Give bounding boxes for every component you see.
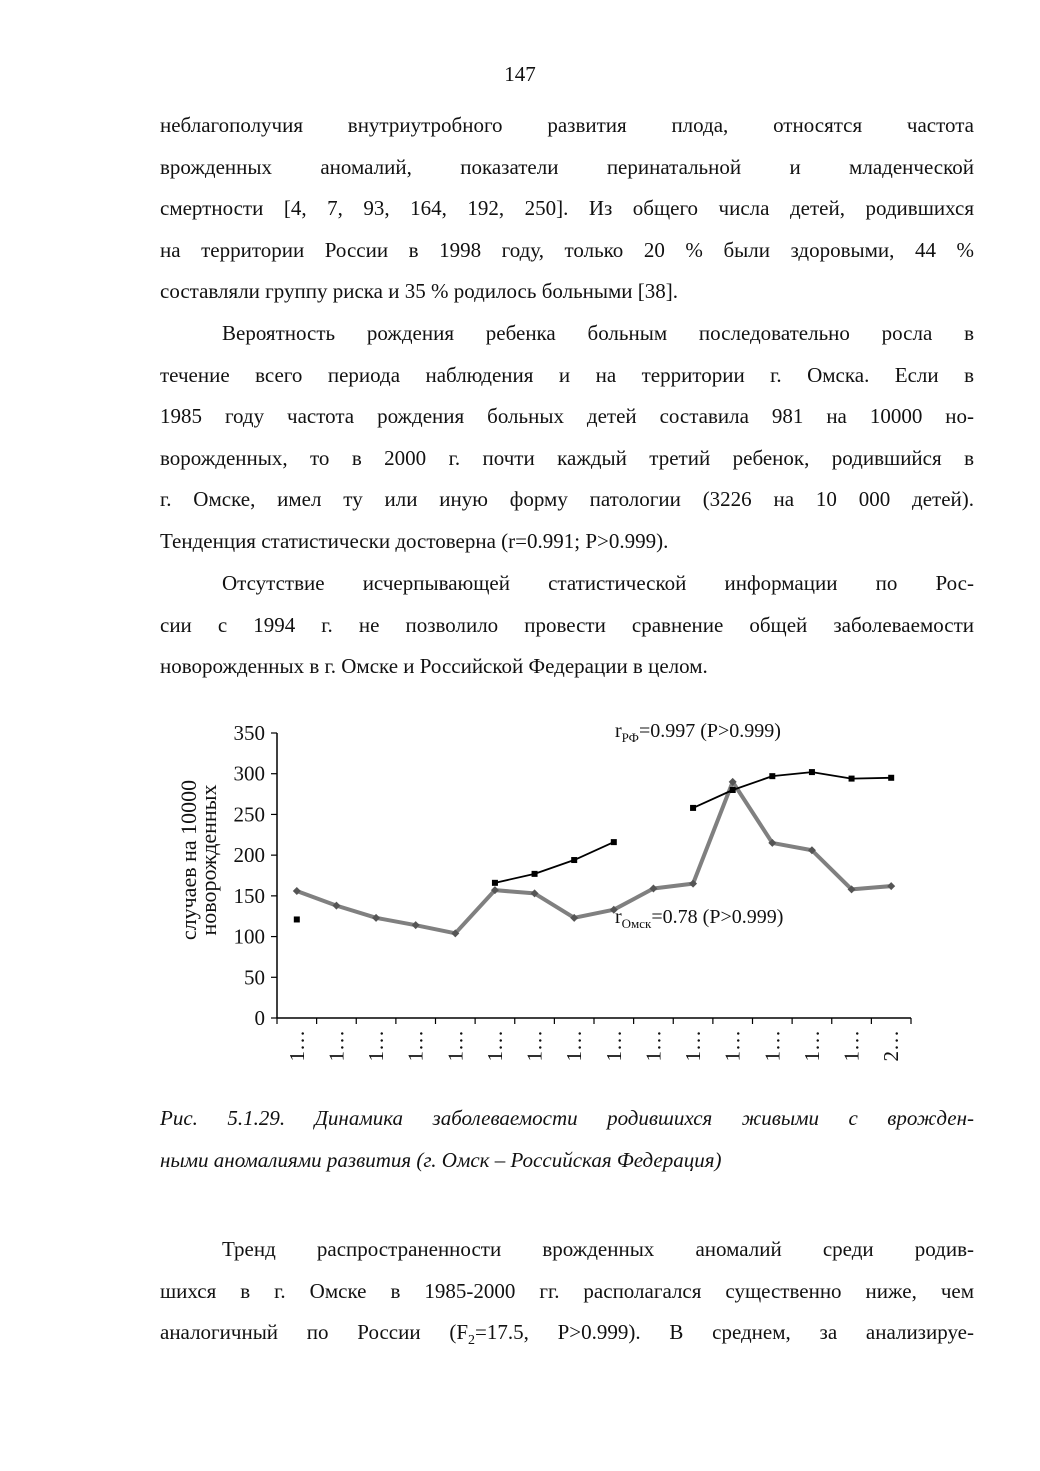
data-point-rf [849,776,855,782]
y-tick-label: 50 [244,965,265,990]
x-tick-label: 1… [681,1030,706,1062]
text-line: сии с 1994 г. не позволило провести сравнение общей заболеваемости [160,612,974,637]
x-tick-label: 1… [601,1030,626,1062]
rf-annotation-text: =0.997 (P>0.999) [638,720,781,742]
x-tick-label: 1… [482,1030,507,1062]
caption-line: ными аномалиями развития (г. Омск – Российская Федерация) [160,1147,722,1172]
series-line [495,842,614,883]
text-line: 1985 году частота рождения больных детей составила 981 на 10000 но- [160,404,974,429]
series-omsk [293,778,895,937]
data-point-rf [571,857,577,863]
paragraph-3 [160,563,974,688]
data-point-omsk [412,921,420,929]
rf-correlation-annotation [615,720,781,745]
text-line: Вероятность рождения ребенка больным последовательно росла в [222,321,974,345]
data-point-rf [294,916,300,922]
data-point-rf [611,839,617,845]
svg-text:rРФ=0.997 (P>0.999): $r_{РФ}=0.997$ (P>0.999) [615,720,781,745]
caption-line: Рис. 5.1.29. Динамика заболеваемости родившихся живыми с врожден- [160,1106,974,1130]
text-line: врожденных аномалий, показатели перинатальной и младенческой [160,154,974,179]
text-line: составляли группу риска и 35 % родилось больными [38]. [160,279,679,304]
data-point-rf [690,805,696,811]
text-line: Тренд распространенности врожденных аномалий среди родив- [222,1237,974,1261]
x-tick-label: 1… [799,1030,824,1062]
text-line: новорожденных в г. Омске и Российской Федерации в целом. [160,654,708,679]
paragraph-2 [160,313,974,563]
y-axis-label [176,780,221,940]
x-tick-label: 1… [641,1030,666,1062]
x-tick-label: 1… [720,1030,745,1062]
data-point-rf [809,769,815,775]
x-tick-label: 1… [562,1030,587,1062]
data-point-rf [492,880,498,886]
data-point-rf [769,773,775,779]
page-number: 147 [504,62,536,86]
data-point-rf [888,775,894,781]
text-line: ворожденных, то в 2000 г. почти каждый третий ребенок, родившийся в [160,445,974,470]
series-layer [293,769,895,937]
x-tick-label: 1… [443,1030,468,1062]
text-fragment: =17.5, P>0.999). В среднем, за анализируе- [475,1320,974,1345]
y-tick-label: 100 [233,924,265,949]
series-rf [294,769,894,922]
y-axis-label-line-1: случаев на 10000 [176,779,201,941]
x-tick-label: 1… [364,1030,389,1062]
y-tick-label: 200 [233,843,265,868]
omsk-correlation-annotation [615,906,783,931]
y-tick-label: 350 [233,721,265,745]
x-tick-label: 1… [839,1030,864,1062]
text-line: на территории России в 1998 году, только 20 % были здоровыми, 44 % [160,237,974,262]
omsk-subscript: Омск [621,916,652,931]
data-point-rf [532,871,538,877]
figure-caption [160,1098,974,1181]
y-tick-label: 0 [254,1006,265,1030]
text-line: течение всего периода наблюдения и на территории г. Омска. Если в [160,362,974,387]
x-tick-label: 1… [522,1030,547,1062]
text-line: шихся в г. Омске в 1985-2000 гг. располагался существенно ниже, чем [160,1278,974,1303]
text-line [160,1312,974,1354]
x-tick-label: 1… [760,1030,785,1062]
y-tick-label: 150 [233,883,265,908]
data-point-omsk [887,882,895,890]
omsk-annotation-text: =0.78 (P>0.999) [651,906,784,928]
y-tick-label: 250 [233,802,265,827]
x-tick-label: 1… [284,1030,309,1062]
y-axis-label-line-2: новорожденных [196,784,221,936]
text-fragment: аналогичный по России (F [160,1320,469,1345]
subscript: 2 [468,1333,476,1349]
x-tick-label: 1… [403,1030,428,1062]
y-tick-label: 300 [233,761,265,786]
text-line: смертности [4, 7, 93, 164, 192, 250]. Из общего числа детей, родившихся [160,196,974,221]
series-line [297,782,891,933]
rf-subscript: РФ [621,730,639,745]
data-point-rf [730,787,736,793]
x-tick-label: 1… [324,1030,349,1062]
paragraph-1 [160,105,974,313]
svg-text:rОмск=0.78 (P>0.999): $r_{Омск}=0.78$ (P>0.999) [615,906,784,931]
line-chart [170,700,950,1070]
text-line: Тенденция статистически достоверна (r=0.991; P>0.999). [160,528,669,553]
text-line: неблагополучия внутриутробного развития плода, относятся частота [160,113,974,137]
text-line: г. Омске, имел ту или иную форму патологии (3226 на 10 000 детей). [160,487,974,512]
x-tick-label: 2… [879,1030,904,1062]
paragraph-4 [160,1229,974,1354]
text-line: Отсутствие исчерпывающей статистической информации по Рос- [222,571,974,595]
